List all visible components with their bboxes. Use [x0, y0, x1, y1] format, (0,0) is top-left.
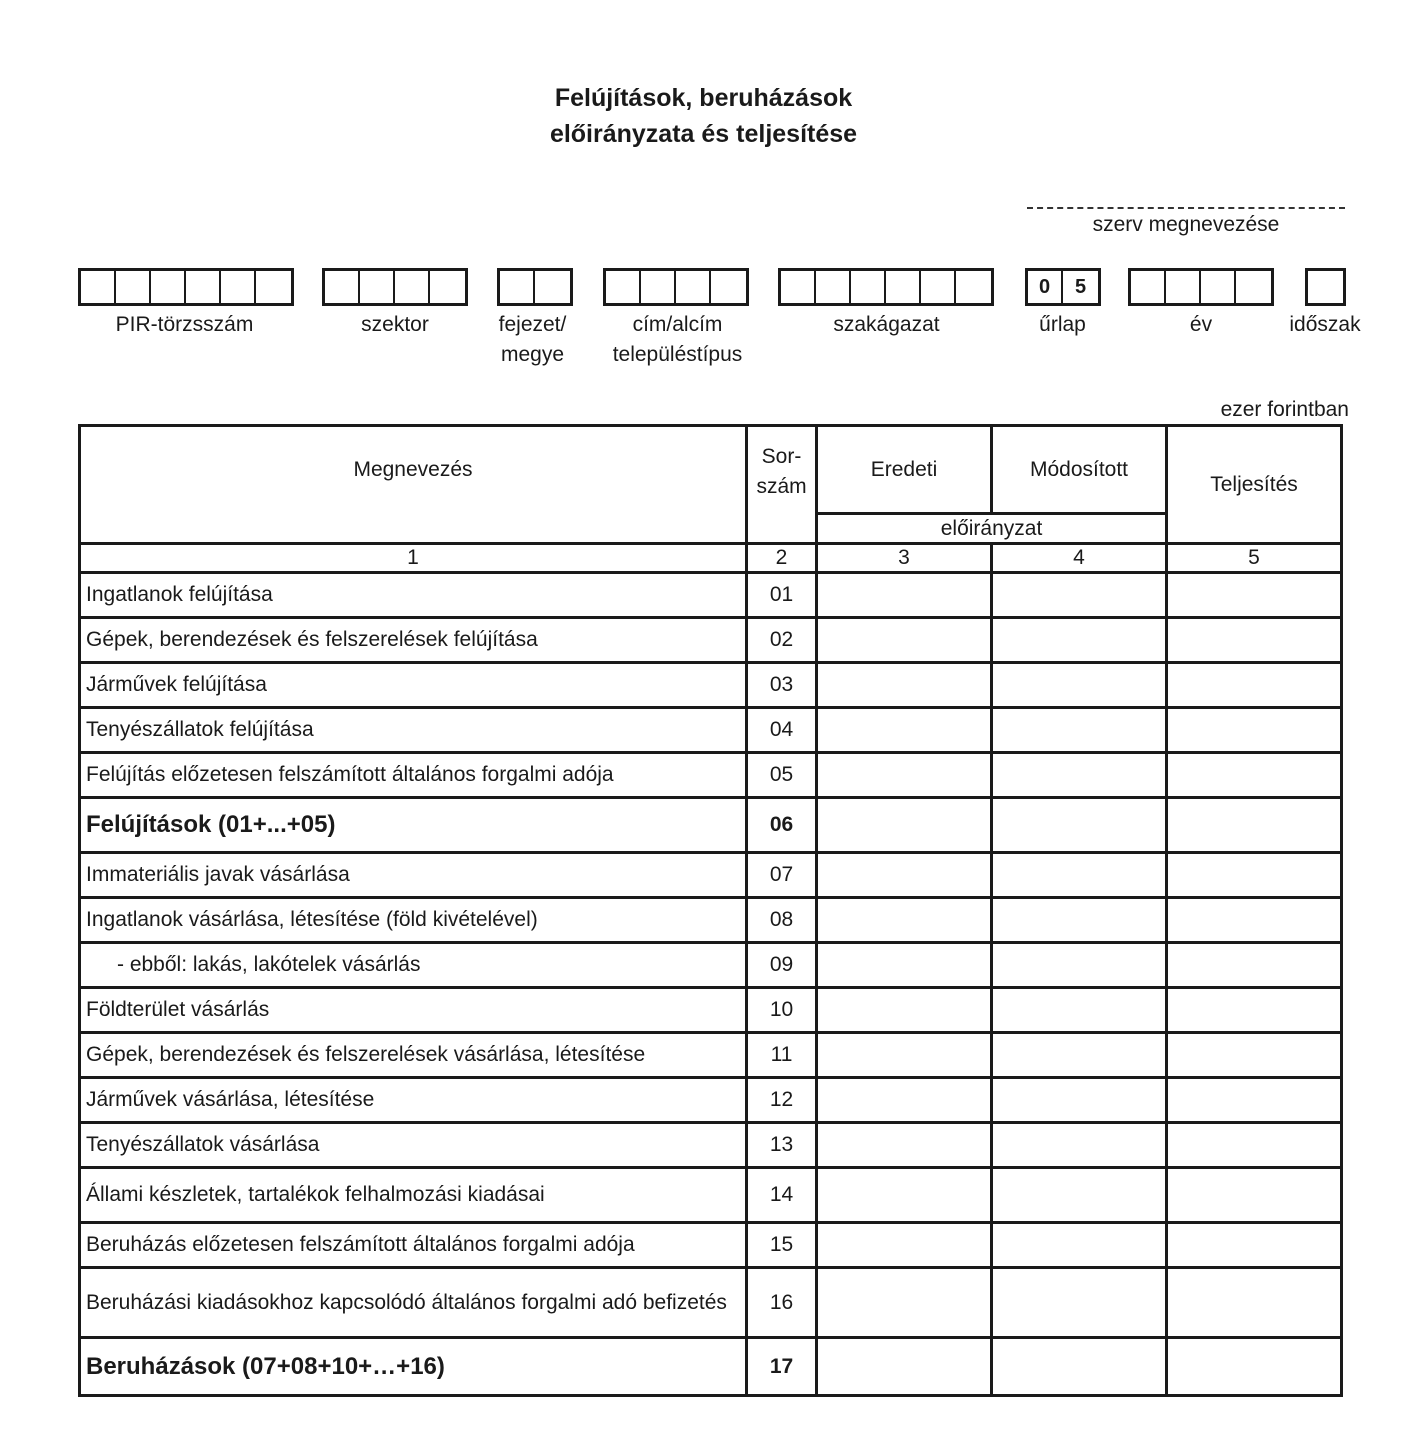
row-name: Járművek vásárlása, létesítése [80, 1078, 747, 1123]
row-number: 15 [747, 1223, 817, 1268]
input-cell-eredeti[interactable] [817, 618, 992, 663]
code-box-cell[interactable] [395, 271, 430, 303]
header-eredeti: Eredeti [817, 426, 992, 514]
input-cell-eredeti[interactable] [817, 1268, 992, 1338]
input-cell-modositott[interactable] [992, 1168, 1167, 1223]
header-eloiranyzat: előirányzat [817, 514, 1167, 544]
row-number: 08 [747, 898, 817, 943]
table-row [80, 1268, 1342, 1338]
szerv-name-line[interactable] [1027, 207, 1345, 209]
header-modositott: Módosított [992, 426, 1167, 514]
row-name: Gépek, berendezések és felszerelések felújítása [80, 618, 747, 663]
row-name: Járművek felújítása [80, 663, 747, 708]
row-name: Ingatlanok vásárlása, létesítése (föld kivételével) [80, 898, 747, 943]
code-box-cell[interactable] [606, 271, 641, 303]
code-box-cell[interactable] [816, 271, 851, 303]
input-cell-eredeti[interactable] [817, 573, 992, 618]
input-cell-teljesites[interactable] [1167, 853, 1342, 898]
input-cell-eredeti[interactable] [817, 898, 992, 943]
row-name: Beruházások (07+08+10+…+16) [80, 1338, 747, 1396]
input-cell-teljesites[interactable] [1167, 988, 1342, 1033]
input-cell-modositott[interactable] [992, 853, 1167, 898]
header-teljesites: Teljesítés [1167, 426, 1342, 544]
code-box-group [1025, 268, 1101, 306]
row-name: Tenyészállatok felújítása [80, 708, 747, 753]
input-cell-teljesites[interactable] [1167, 943, 1342, 988]
code-box-group [778, 268, 994, 306]
row-name: Felújítás előzetesen felszámított általános forgalmi adója [80, 753, 747, 798]
table-row [80, 798, 1342, 853]
row-number: 01 [747, 573, 817, 618]
input-cell-eredeti[interactable] [817, 1168, 992, 1223]
header-sorszam [747, 426, 817, 544]
code-box-cell[interactable] [360, 271, 395, 303]
input-cell-modositott[interactable] [992, 1123, 1167, 1168]
code-box-cell[interactable] [1308, 271, 1343, 303]
code-box-cell[interactable] [1131, 271, 1166, 303]
column-number: 5 [1167, 544, 1342, 573]
input-cell-eredeti[interactable] [817, 753, 992, 798]
table-row [80, 1033, 1342, 1078]
code-box-cell[interactable] [81, 271, 116, 303]
input-cell-modositott[interactable] [992, 798, 1167, 853]
table-row [80, 663, 1342, 708]
code-box-label: év [1189, 313, 1213, 336]
table-row [80, 1338, 1342, 1396]
table-row [80, 988, 1342, 1033]
code-box-label: szakágazat [833, 313, 940, 336]
input-cell-teljesites[interactable] [1167, 1338, 1342, 1396]
row-name: Tenyészállatok vásárlása [80, 1123, 747, 1168]
input-cell-modositott[interactable] [992, 573, 1167, 618]
input-cell-modositott[interactable] [992, 1338, 1167, 1396]
input-cell-eredeti[interactable] [817, 1078, 992, 1123]
code-box-cell[interactable] [781, 271, 816, 303]
code-box-cell[interactable] [256, 271, 291, 303]
table-row [80, 573, 1342, 618]
code-box-cell[interactable] [1201, 271, 1236, 303]
table-row [80, 1078, 1342, 1123]
input-cell-modositott[interactable] [992, 1078, 1167, 1123]
header-megnevezes: Megnevezés [80, 426, 747, 544]
code-box-label: időszak [1289, 313, 1361, 336]
input-cell-modositott[interactable] [992, 988, 1167, 1033]
input-cell-eredeti[interactable] [817, 663, 992, 708]
row-name: Immateriális javak vásárlása [80, 853, 747, 898]
row-number: 07 [747, 853, 817, 898]
code-box-cell[interactable] [500, 271, 535, 303]
input-cell-eredeti[interactable] [817, 988, 992, 1033]
row-number: 16 [747, 1268, 817, 1338]
code-box-cell[interactable] [186, 271, 221, 303]
code-box-cell[interactable]: 0 [1028, 271, 1063, 303]
input-cell-teljesites[interactable] [1167, 1168, 1342, 1223]
input-cell-eredeti[interactable] [817, 708, 992, 753]
column-number: 1 [80, 544, 747, 573]
code-box-cell[interactable]: 5 [1074, 275, 1087, 298]
code-box-cell[interactable] [151, 271, 186, 303]
table-row [80, 853, 1342, 898]
table-row [80, 1168, 1342, 1223]
input-cell-modositott[interactable] [992, 943, 1167, 988]
row-number: 04 [747, 708, 817, 753]
column-number: 2 [747, 544, 817, 573]
szerv-name-label: szerv megnevezése [1092, 213, 1280, 236]
input-cell-teljesites[interactable] [1167, 1268, 1342, 1338]
input-cell-modositott[interactable] [992, 1033, 1167, 1078]
table-row [80, 943, 1342, 988]
code-box-cell[interactable] [956, 271, 991, 303]
input-cell-teljesites[interactable] [1167, 898, 1342, 943]
table-row [80, 618, 1342, 663]
code-box-group [1305, 268, 1346, 306]
input-cell-eredeti[interactable] [817, 1123, 992, 1168]
code-box-cell[interactable] [325, 271, 360, 303]
column-number-row [80, 544, 1342, 573]
input-cell-eredeti[interactable] [817, 798, 992, 853]
input-cell-teljesites[interactable] [1167, 753, 1342, 798]
code-box-label: szektor [361, 313, 429, 336]
code-box-cell[interactable] [116, 271, 151, 303]
code-box-cell[interactable] [535, 271, 570, 303]
row-name: Állami készletek, tartalékok felhalmozási kiadásai [80, 1168, 747, 1223]
code-box-cell[interactable] [921, 271, 956, 303]
input-cell-modositott[interactable] [992, 898, 1167, 943]
code-box-cell[interactable] [711, 271, 746, 303]
table-row [80, 753, 1342, 798]
form-title-line2: előirányzata és teljesítése [549, 120, 858, 148]
input-cell-teljesites[interactable] [1167, 708, 1342, 753]
row-number: 17 [747, 1338, 817, 1396]
row-number: 10 [747, 988, 817, 1033]
code-box-label: űrlap [1039, 313, 1086, 336]
input-cell-modositott[interactable] [992, 1223, 1167, 1268]
main-table [78, 424, 1343, 1397]
input-cell-teljesites[interactable] [1167, 1123, 1342, 1168]
row-number: 11 [747, 1033, 817, 1078]
unit-label: ezer forintban [1220, 398, 1349, 421]
table-row [80, 708, 1342, 753]
header-sorszam-text: Sor-szám [756, 444, 807, 498]
input-cell-teljesites[interactable] [1167, 1078, 1342, 1123]
input-cell-eredeti[interactable] [817, 1033, 992, 1078]
code-box-group [322, 268, 468, 306]
input-cell-teljesites[interactable] [1167, 573, 1342, 618]
code-box-cell[interactable] [1166, 271, 1201, 303]
code-box-cell[interactable] [676, 271, 711, 303]
row-number: 13 [747, 1123, 817, 1168]
code-box-group [497, 268, 573, 306]
input-cell-teljesites[interactable] [1167, 798, 1342, 853]
input-cell-teljesites[interactable] [1167, 1223, 1342, 1268]
column-number: 4 [992, 544, 1167, 573]
row-number: 03 [747, 663, 817, 708]
table-row [80, 898, 1342, 943]
input-cell-modositott[interactable] [992, 753, 1167, 798]
input-cell-teljesites[interactable] [1167, 618, 1342, 663]
row-number: 09 [747, 943, 817, 988]
input-cell-modositott[interactable] [992, 618, 1167, 663]
input-cell-teljesites[interactable] [1167, 663, 1342, 708]
table-row [80, 1123, 1342, 1168]
code-box-cell[interactable] [641, 271, 676, 303]
row-number: 05 [747, 753, 817, 798]
row-number: 14 [747, 1168, 817, 1223]
code-box-cell[interactable] [886, 271, 921, 303]
input-cell-eredeti[interactable] [817, 1338, 992, 1396]
code-box-group [1128, 268, 1274, 306]
row-name: - ebből: lakás, lakótelek vásárlás [80, 943, 747, 988]
input-cell-teljesites[interactable] [1167, 1033, 1342, 1078]
input-cell-modositott[interactable] [992, 663, 1167, 708]
row-number: 12 [747, 1078, 817, 1123]
code-box-label: cím/alcím településtípus [612, 313, 743, 366]
row-name: Felújítások (01+...+05) [80, 798, 747, 853]
input-cell-eredeti[interactable] [817, 1223, 992, 1268]
row-number: 02 [747, 618, 817, 663]
input-cell-eredeti[interactable] [817, 853, 992, 898]
code-box-group [603, 268, 749, 306]
row-name: Ingatlanok felújítása [80, 573, 747, 618]
row-name: Gépek, berendezések és felszerelések vásárlása, létesítése [80, 1033, 747, 1078]
code-box-cell[interactable] [430, 271, 465, 303]
row-name: Földterület vásárlás [80, 988, 747, 1033]
input-cell-modositott[interactable] [992, 708, 1167, 753]
code-box-group [78, 268, 294, 306]
code-box-label: PIR-törzsszám [115, 313, 254, 336]
column-number: 3 [817, 544, 992, 573]
row-name: Beruházás előzetesen felszámított általános forgalmi adója [80, 1223, 747, 1268]
form-title-line1: Felújítások, beruházások [554, 84, 853, 112]
code-box-label: fejezet/ megye [498, 313, 567, 366]
input-cell-modositott[interactable] [992, 1268, 1167, 1338]
row-name: Beruházási kiadásokhoz kapcsolódó általános forgalmi adó befizetés [80, 1268, 747, 1338]
code-box-cell[interactable] [221, 271, 256, 303]
row-number: 06 [747, 798, 817, 853]
input-cell-eredeti[interactable] [817, 943, 992, 988]
table-row [80, 1223, 1342, 1268]
code-box-cell[interactable] [1236, 271, 1271, 303]
code-box-cell[interactable] [851, 271, 886, 303]
